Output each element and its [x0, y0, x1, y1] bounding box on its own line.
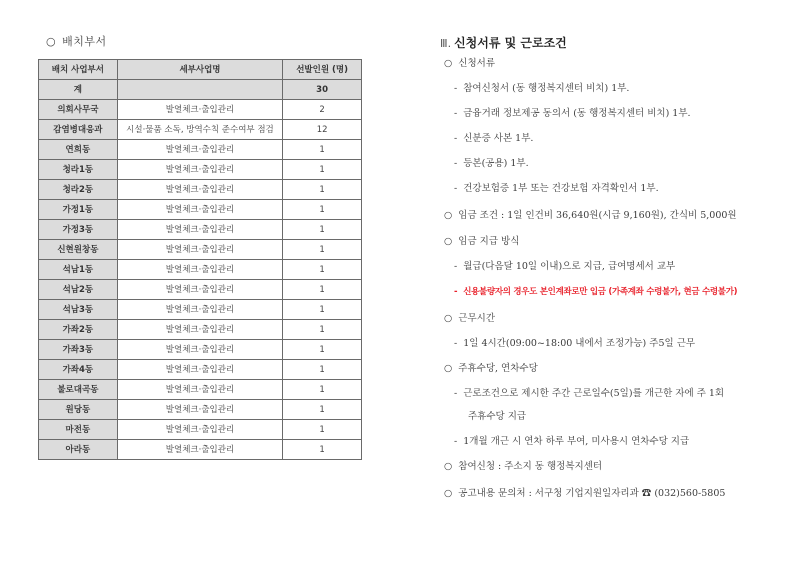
circle-bullet-icon: ○	[444, 461, 453, 472]
task-cell: 발열체크·출입관리	[117, 400, 282, 420]
heading-title: 신청서류 및 근로조건	[454, 36, 567, 50]
table-row	[39, 200, 362, 220]
table-row	[39, 220, 362, 240]
allowance-item-1: - 근로조건으로 제시한 주간 근로일수(5일)를 개근한 자에 주 1회	[454, 388, 725, 399]
task-cell: 발열체크·출입관리	[117, 240, 282, 260]
table-row	[39, 380, 362, 400]
task-cell: 발열체크·출입관리	[117, 360, 282, 380]
circle-bullet-icon: ○	[444, 210, 453, 221]
count-cell: 2	[283, 100, 362, 120]
table-row	[39, 260, 362, 280]
table-row	[39, 320, 362, 340]
allowance-item-2: - 1개월 개근 시 연차 하루 부여, 미사용시 연차수당 지급	[454, 436, 690, 447]
dept-cell: 아라동	[39, 440, 118, 460]
work-hours-title: ○ 근무시간	[444, 313, 496, 324]
task-cell: 발열체크·출입관리	[117, 380, 282, 400]
dash-bullet-icon: -	[454, 388, 458, 399]
circle-bullet-icon: ○	[444, 313, 453, 324]
task-cell: 발열체크·출입관리	[117, 180, 282, 200]
dept-cell: 감염병대응과	[39, 120, 118, 140]
task-cell: 발열체크·출입관리	[117, 420, 282, 440]
count-cell: 1	[283, 180, 362, 200]
count-cell: 1	[283, 160, 362, 180]
column-header-task: 세부사업명	[117, 60, 282, 80]
table-row	[39, 120, 362, 140]
table-row	[39, 280, 362, 300]
dept-cell: 가좌4동	[39, 360, 118, 380]
table-row	[39, 440, 362, 460]
dept-cell: 가좌2동	[39, 320, 118, 340]
total-count: 30	[283, 80, 362, 100]
table-row	[39, 420, 362, 440]
count-cell: 1	[283, 300, 362, 320]
count-cell: 1	[283, 260, 362, 280]
table-row	[39, 360, 362, 380]
allowance-title: ○ 주휴수당, 연차수당	[444, 363, 538, 374]
dept-cell: 청라1동	[39, 160, 118, 180]
section-heading	[440, 34, 567, 52]
count-cell: 1	[283, 340, 362, 360]
phone-number: (032)560-5805	[654, 488, 726, 499]
count-cell: 1	[283, 400, 362, 420]
total-label: 계	[39, 80, 118, 100]
document-item: - 등본(공용) 1부.	[454, 158, 529, 169]
dept-cell: 가정1동	[39, 200, 118, 220]
column-header-department: 배치 사업부서	[39, 60, 118, 80]
task-cell: 발열체크·출입관리	[117, 220, 282, 240]
dept-cell: 불로대곡동	[39, 380, 118, 400]
dash-bullet-icon: -	[454, 83, 458, 94]
task-cell: 발열체크·출입관리	[117, 340, 282, 360]
dept-cell: 연희동	[39, 140, 118, 160]
circle-bullet-icon: ○	[444, 488, 453, 499]
dept-cell: 석남3동	[39, 300, 118, 320]
table-row	[39, 100, 362, 120]
count-cell: 1	[283, 440, 362, 460]
task-cell: 발열체크·출입관리	[117, 280, 282, 300]
document-item: - 건강보험증 1부 또는 건강보험 자격확인서 1부.	[454, 183, 659, 194]
circle-bullet-icon: ○	[46, 35, 57, 48]
column-header-count: 선발인원 (명)	[283, 60, 362, 80]
document-item: - 참여신청서 (동 행정복지센터 비치) 1부.	[454, 83, 630, 94]
count-cell: 12	[283, 120, 362, 140]
dash-bullet-icon: -	[454, 108, 458, 119]
circle-bullet-icon: ○	[444, 58, 453, 69]
task-cell: 시설·물품 소독, 방역수칙 준수여부 점검	[117, 120, 282, 140]
dept-cell: 신현원창동	[39, 240, 118, 260]
task-cell: 발열체크·출입관리	[117, 160, 282, 180]
apply-info: ○ 참여신청 : 주소지 동 행정복지센터	[444, 461, 603, 472]
count-cell: 1	[283, 280, 362, 300]
wage-condition: ○ 임금 조건 : 1일 인건비 36,640원(시급 9,160원), 간식비 5,000원	[444, 210, 737, 221]
dept-cell: 원당동	[39, 400, 118, 420]
dash-bullet-icon: -	[454, 436, 458, 447]
dash-bullet-icon: -	[454, 183, 458, 194]
section-title-placement: ○ 배치부서	[46, 35, 107, 48]
table-row	[39, 400, 362, 420]
count-cell: 1	[283, 380, 362, 400]
dept-cell: 석남2동	[39, 280, 118, 300]
task-cell: 발열체크·출입관리	[117, 200, 282, 220]
table-total-row	[39, 80, 362, 100]
dept-cell: 가좌3동	[39, 340, 118, 360]
placement-section	[38, 34, 362, 455]
circle-bullet-icon: ○	[444, 236, 453, 247]
count-cell: 1	[283, 360, 362, 380]
table-row	[39, 240, 362, 260]
heading-numeral: Ⅲ.	[440, 37, 452, 50]
document-item: - 신분증 사본 1부.	[454, 133, 534, 144]
count-cell: 1	[283, 420, 362, 440]
table-row	[39, 340, 362, 360]
dash-bullet-icon: -	[454, 261, 458, 272]
task-cell: 발열체크·출입관리	[117, 320, 282, 340]
contact-info: ○ 공고내용 문의처 : 서구청 기업지원일자리과 ☎ (032)560-5805	[444, 488, 726, 499]
table-header-row	[39, 60, 362, 80]
phone-icon: ☎	[641, 488, 652, 499]
payment-item: - 월급(다음달 10일 이내)으로 지급, 급여명세서 교부	[454, 261, 676, 272]
total-task	[117, 80, 282, 100]
document-item: - 금융거래 정보제공 동의서 (동 행정복지센터 비치) 1부.	[454, 108, 691, 119]
department-table	[38, 59, 362, 460]
count-cell: 1	[283, 200, 362, 220]
count-cell: 1	[283, 220, 362, 240]
count-cell: 1	[283, 320, 362, 340]
task-cell: 발열체크·출입관리	[117, 100, 282, 120]
table-row	[39, 160, 362, 180]
dash-bullet-icon: -	[454, 158, 458, 169]
dash-bullet-icon: -	[454, 133, 458, 144]
dept-cell: 석남1동	[39, 260, 118, 280]
dash-bullet-icon: -	[454, 287, 458, 297]
documents-title: ○ 신청서류	[444, 58, 496, 69]
table-row	[39, 300, 362, 320]
dept-cell: 가정3동	[39, 220, 118, 240]
payment-title: ○ 임금 지급 방식	[444, 236, 520, 247]
dept-cell: 마전동	[39, 420, 118, 440]
count-cell: 1	[283, 140, 362, 160]
count-cell: 1	[283, 240, 362, 260]
allowance-item-1-continued: 주휴수당 지급	[468, 411, 527, 422]
table-row	[39, 140, 362, 160]
payment-warning: - 신용불량자의 경우도 본인계좌로만 입금 (가족계좌 수령불가, 현금 수령불가)	[454, 287, 738, 297]
dash-bullet-icon: -	[454, 338, 458, 349]
task-cell: 발열체크·출입관리	[117, 440, 282, 460]
table-row	[39, 180, 362, 200]
dept-cell: 의회사무국	[39, 100, 118, 120]
dept-cell: 청라2동	[39, 180, 118, 200]
circle-bullet-icon: ○	[444, 363, 453, 374]
task-cell: 발열체크·출입관리	[117, 260, 282, 280]
task-cell: 발열체크·출입관리	[117, 140, 282, 160]
task-cell: 발열체크·출입관리	[117, 300, 282, 320]
work-hours-item: - 1일 4시간(09:00~18:00 내에서 조정가능) 주5일 근무	[454, 338, 696, 349]
